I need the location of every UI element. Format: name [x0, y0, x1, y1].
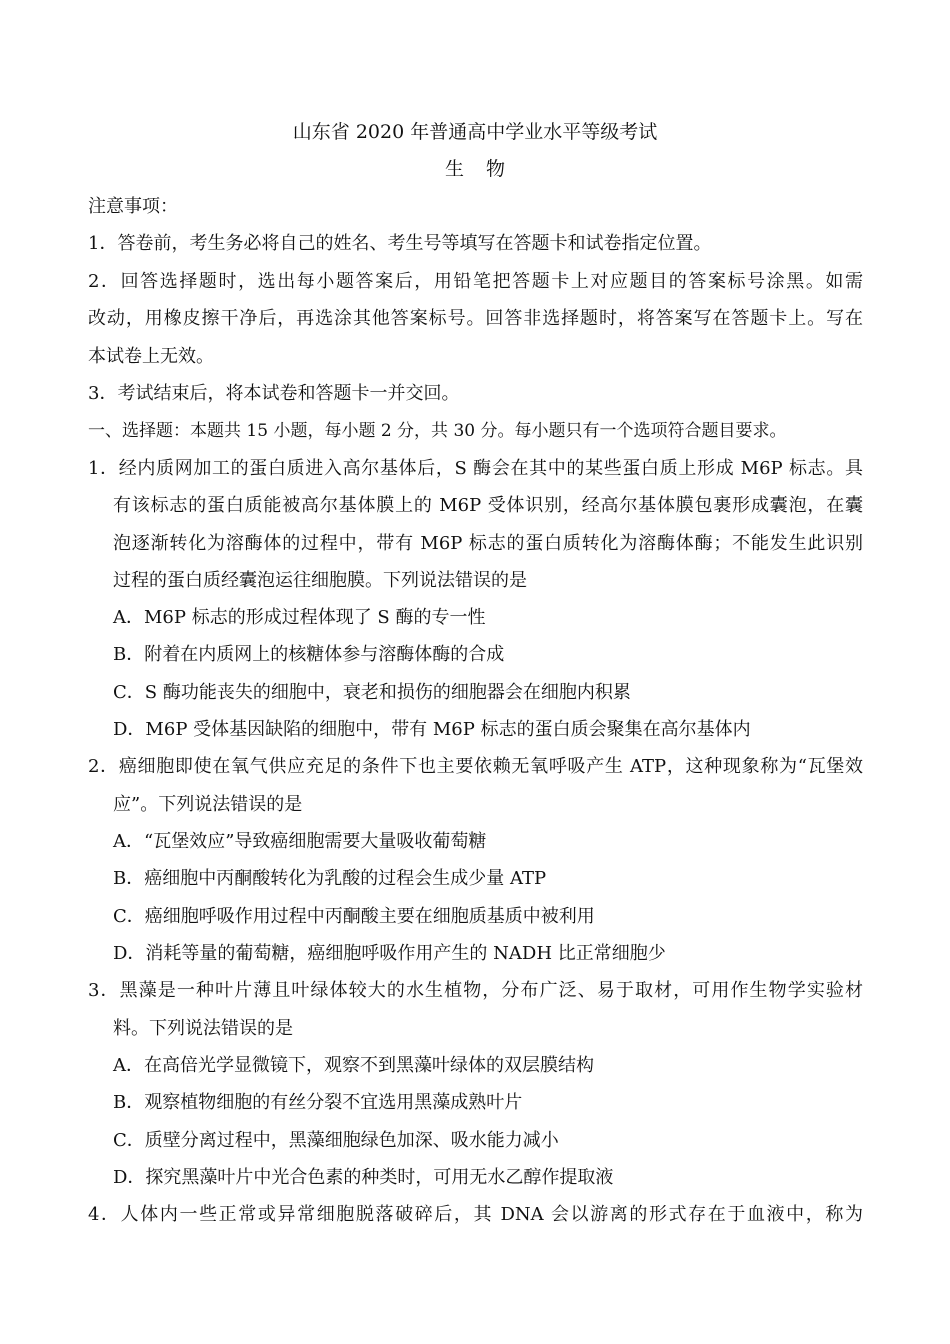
question-stem: 4．人体内一些正常或异常细胞脱落破碎后，其 DNA 会以游离的形式存在于血液中，称为 — [88, 1204, 863, 1225]
option-a: A．“瓦堡效应”导致癌细胞需要大量吸收葡萄糖 — [113, 831, 487, 852]
option-b: B．癌细胞中丙酮酸转化为乳酸的过程会生成少量 ATP — [113, 868, 547, 889]
question-stem: 有该标志的蛋白质能被高尔基体膜上的 M6P 受体识别，经高尔基体膜包裹形成囊泡，在囊 — [113, 495, 863, 516]
question-stem: 2．癌细胞即使在氧气供应充足的条件下也主要依赖无氧呼吸产生 ATP，这种现象称为“瓦堡效 — [88, 756, 863, 777]
question-stem: 料。下列说法错误的是 — [113, 1018, 293, 1039]
notice-line: 2．回答选择题时，选出每小题答案后，用铅笔把答题卡上对应题目的答案标号涂黑。如需 — [88, 271, 863, 292]
option-b: B．观察植物细胞的有丝分裂不宜选用黑藻成熟叶片 — [113, 1092, 523, 1113]
question-stem: 应”。下列说法错误的是 — [113, 794, 303, 815]
option-d: D．探究黑藻叶片中光合色素的种类时，可用无水乙醇作提取液 — [113, 1167, 614, 1188]
option-b: B．附着在内质网上的核糖体参与溶酶体酶的合成 — [113, 644, 505, 665]
question-stem: 过程的蛋白质经囊泡运往细胞膜。下列说法错误的是 — [113, 570, 527, 591]
notice-line: 3．考试结束后，将本试卷和答题卡一并交回。 — [88, 383, 460, 404]
option-d: D．M6P 受体基因缺陷的细胞中，带有 M6P 标志的蛋白质会聚集在高尔基体内 — [113, 719, 751, 740]
question-stem: 3．黑藻是一种叶片薄且叶绿体较大的水生植物，分布广泛、易于取材，可用作生物学实验材 — [88, 980, 863, 1001]
option-c: C．癌细胞呼吸作用过程中丙酮酸主要在细胞质基质中被利用 — [113, 906, 595, 927]
option-a: A．在高倍光学显微镜下，观察不到黑藻叶绿体的双层膜结构 — [113, 1055, 594, 1076]
notice-line: 改动，用橡皮擦干净后，再选涂其他答案标号。回答非选择题时，将答案写在答题卡上。写在 — [88, 308, 863, 329]
option-d: D．消耗等量的葡萄糖，癌细胞呼吸作用产生的 NADH 比正常细胞少 — [113, 943, 666, 964]
section-heading: 一、选择题：本题共 15 小题，每小题 2 分，共 30 分。每小题只有一个选项符合题目要求。 — [88, 421, 787, 441]
notice-line: 1．答卷前，考生务必将自己的姓名、考生号等填写在答题卡和试卷指定位置。 — [88, 233, 712, 254]
notice-line: 本试卷上无效。 — [88, 346, 214, 367]
subject-title: 生物 — [444, 158, 527, 180]
question-stem: 泡逐渐转化为溶酶体的过程中，带有 M6P 标志的蛋白质转化为溶酶体酶；不能发生此识别 — [113, 533, 863, 554]
notice-heading: 注意事项： — [88, 196, 178, 217]
option-a: A．M6P 标志的形成过程体现了 S 酶的专一性 — [113, 607, 486, 628]
option-c: C．S 酶功能丧失的细胞中，衰老和损伤的细胞器会在细胞内积累 — [113, 682, 631, 703]
exam-title: 山东省 2020 年普通高中学业水平等级考试 — [292, 121, 658, 143]
question-stem: 1．经内质网加工的蛋白质进入高尔基体后，S 酶会在其中的某些蛋白质上形成 M6P 标志。具 — [88, 458, 863, 479]
option-c: C．质壁分离过程中，黑藻细胞绿色加深、吸水能力减小 — [113, 1130, 559, 1151]
